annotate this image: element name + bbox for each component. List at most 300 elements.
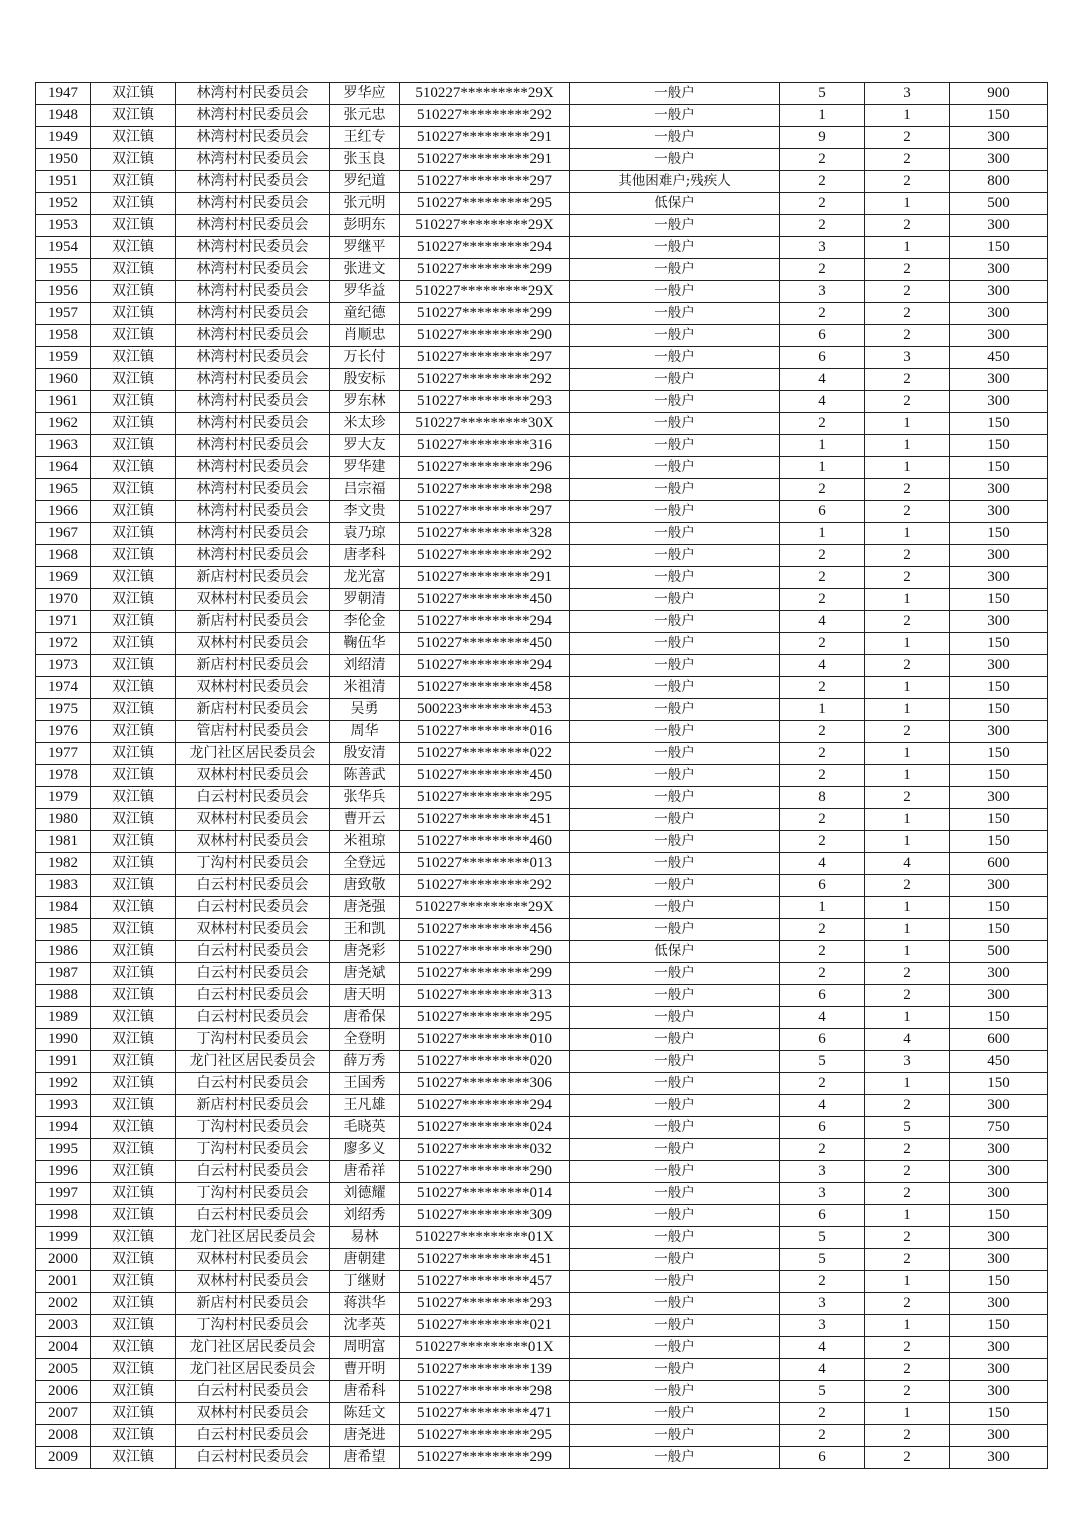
name-cell: 童纪德	[330, 303, 400, 325]
id-number-cell: 510227*********01X	[400, 1337, 570, 1359]
town-cell: 双江镇	[91, 743, 176, 765]
town-cell: 双江镇	[91, 1293, 176, 1315]
id-number-cell: 510227*********024	[400, 1117, 570, 1139]
name-cell: 罗继平	[330, 237, 400, 259]
amount-cell: 150	[950, 1007, 1048, 1029]
table-row	[36, 215, 1048, 237]
amount-cell: 300	[950, 545, 1048, 567]
name-cell: 彭明东	[330, 215, 400, 237]
count-cell: 2	[865, 1425, 950, 1447]
village-committee-cell: 龙门社区居民委员会	[176, 1051, 330, 1073]
household-type-cell: 一般户	[570, 1007, 780, 1029]
village-committee-cell: 新店村村民委员会	[176, 699, 330, 721]
family-size-cell: 2	[780, 941, 865, 963]
name-cell: 张元忠	[330, 105, 400, 127]
table-row	[36, 369, 1048, 391]
village-committee-cell: 林湾村村民委员会	[176, 259, 330, 281]
town-cell: 双江镇	[91, 1447, 176, 1469]
row-number: 2009	[36, 1447, 91, 1469]
id-number-cell: 510227*********295	[400, 787, 570, 809]
family-size-cell: 2	[780, 1073, 865, 1095]
id-number-cell: 510227*********297	[400, 501, 570, 523]
id-number-cell: 510227*********032	[400, 1139, 570, 1161]
town-cell: 双江镇	[91, 1161, 176, 1183]
village-committee-cell: 林湾村村民委员会	[176, 215, 330, 237]
id-number-cell: 510227*********299	[400, 303, 570, 325]
id-number-cell: 510227*********295	[400, 1425, 570, 1447]
family-size-cell: 2	[780, 831, 865, 853]
count-cell: 3	[865, 83, 950, 105]
count-cell: 1	[865, 765, 950, 787]
family-size-cell: 2	[780, 743, 865, 765]
village-committee-cell: 白云村村民委员会	[176, 1447, 330, 1469]
household-type-cell: 一般户	[570, 787, 780, 809]
id-number-cell: 510227*********295	[400, 1007, 570, 1029]
row-number: 2000	[36, 1249, 91, 1271]
family-size-cell: 4	[780, 611, 865, 633]
id-number-cell: 510227*********291	[400, 149, 570, 171]
family-size-cell: 2	[780, 303, 865, 325]
household-type-cell: 一般户	[570, 347, 780, 369]
town-cell: 双江镇	[91, 457, 176, 479]
count-cell: 2	[865, 479, 950, 501]
village-committee-cell: 林湾村村民委员会	[176, 457, 330, 479]
count-cell: 2	[865, 215, 950, 237]
table-row	[36, 567, 1048, 589]
name-cell: 袁乃琼	[330, 523, 400, 545]
count-cell: 4	[865, 853, 950, 875]
id-number-cell: 510227*********290	[400, 1161, 570, 1183]
household-type-cell: 一般户	[570, 325, 780, 347]
household-type-cell: 一般户	[570, 1029, 780, 1051]
household-type-cell: 一般户	[570, 809, 780, 831]
id-number-cell: 510227*********313	[400, 985, 570, 1007]
amount-cell: 300	[950, 1161, 1048, 1183]
amount-cell: 300	[950, 281, 1048, 303]
amount-cell: 300	[950, 1183, 1048, 1205]
name-cell: 曹开明	[330, 1359, 400, 1381]
village-committee-cell: 白云村村民委员会	[176, 1073, 330, 1095]
household-type-cell: 一般户	[570, 1315, 780, 1337]
amount-cell: 150	[950, 237, 1048, 259]
amount-cell: 300	[950, 1381, 1048, 1403]
family-size-cell: 5	[780, 1381, 865, 1403]
town-cell: 双江镇	[91, 193, 176, 215]
id-number-cell: 510227*********290	[400, 325, 570, 347]
household-type-cell: 一般户	[570, 259, 780, 281]
village-committee-cell: 白云村村民委员会	[176, 941, 330, 963]
village-committee-cell: 双林村村民委员会	[176, 589, 330, 611]
name-cell: 周明富	[330, 1337, 400, 1359]
household-type-cell: 一般户	[570, 633, 780, 655]
count-cell: 5	[865, 1117, 950, 1139]
table-row	[36, 655, 1048, 677]
id-number-cell: 510227*********020	[400, 1051, 570, 1073]
id-number-cell: 510227*********294	[400, 655, 570, 677]
row-number: 1951	[36, 171, 91, 193]
name-cell: 周华	[330, 721, 400, 743]
household-type-cell: 一般户	[570, 479, 780, 501]
village-committee-cell: 林湾村村民委员会	[176, 83, 330, 105]
amount-cell: 450	[950, 347, 1048, 369]
town-cell: 双江镇	[91, 369, 176, 391]
table-row	[36, 149, 1048, 171]
count-cell: 2	[865, 875, 950, 897]
count-cell: 4	[865, 1029, 950, 1051]
amount-cell: 300	[950, 391, 1048, 413]
village-committee-cell: 双林村村民委员会	[176, 809, 330, 831]
town-cell: 双江镇	[91, 1425, 176, 1447]
row-number: 1982	[36, 853, 91, 875]
household-type-cell: 一般户	[570, 765, 780, 787]
amount-cell: 150	[950, 1403, 1048, 1425]
table-row	[36, 1161, 1048, 1183]
row-number: 1958	[36, 325, 91, 347]
amount-cell: 300	[950, 259, 1048, 281]
family-size-cell: 4	[780, 1359, 865, 1381]
count-cell: 2	[865, 1161, 950, 1183]
name-cell: 毛晓英	[330, 1117, 400, 1139]
count-cell: 1	[865, 743, 950, 765]
amount-cell: 150	[950, 413, 1048, 435]
count-cell: 2	[865, 171, 950, 193]
id-number-cell: 510227*********30X	[400, 413, 570, 435]
table-row	[36, 1403, 1048, 1425]
id-number-cell: 510227*********29X	[400, 281, 570, 303]
amount-cell: 300	[950, 1095, 1048, 1117]
row-number: 1992	[36, 1073, 91, 1095]
row-number: 1989	[36, 1007, 91, 1029]
row-number: 1967	[36, 523, 91, 545]
table-row	[36, 875, 1048, 897]
amount-cell: 300	[950, 501, 1048, 523]
id-number-cell: 510227*********451	[400, 809, 570, 831]
village-committee-cell: 双林村村民委员会	[176, 1271, 330, 1293]
family-size-cell: 1	[780, 435, 865, 457]
name-cell: 唐希望	[330, 1447, 400, 1469]
id-number-cell: 510227*********292	[400, 369, 570, 391]
count-cell: 1	[865, 1315, 950, 1337]
amount-cell: 300	[950, 611, 1048, 633]
town-cell: 双江镇	[91, 237, 176, 259]
count-cell: 1	[865, 589, 950, 611]
town-cell: 双江镇	[91, 215, 176, 237]
id-number-cell: 510227*********450	[400, 633, 570, 655]
amount-cell: 600	[950, 853, 1048, 875]
village-committee-cell: 白云村村民委员会	[176, 1425, 330, 1447]
amount-cell: 150	[950, 743, 1048, 765]
name-cell: 米祖琼	[330, 831, 400, 853]
table-row	[36, 347, 1048, 369]
family-size-cell: 4	[780, 1337, 865, 1359]
town-cell: 双江镇	[91, 897, 176, 919]
name-cell: 全登远	[330, 853, 400, 875]
family-size-cell: 2	[780, 259, 865, 281]
name-cell: 唐希祥	[330, 1161, 400, 1183]
family-size-cell: 6	[780, 501, 865, 523]
count-cell: 1	[865, 523, 950, 545]
family-size-cell: 6	[780, 985, 865, 1007]
table-row	[36, 325, 1048, 347]
household-type-cell: 一般户	[570, 1139, 780, 1161]
count-cell: 2	[865, 281, 950, 303]
household-type-cell: 一般户	[570, 1447, 780, 1469]
household-type-cell: 一般户	[570, 589, 780, 611]
village-committee-cell: 林湾村村民委员会	[176, 105, 330, 127]
town-cell: 双江镇	[91, 1073, 176, 1095]
town-cell: 双江镇	[91, 1249, 176, 1271]
id-number-cell: 510227*********458	[400, 677, 570, 699]
id-number-cell: 510227*********460	[400, 831, 570, 853]
count-cell: 2	[865, 1095, 950, 1117]
table-row	[36, 303, 1048, 325]
name-cell: 罗纪道	[330, 171, 400, 193]
amount-cell: 300	[950, 149, 1048, 171]
family-size-cell: 2	[780, 215, 865, 237]
count-cell: 1	[865, 435, 950, 457]
table-row	[36, 1051, 1048, 1073]
row-number: 1959	[36, 347, 91, 369]
family-size-cell: 3	[780, 1161, 865, 1183]
table-row	[36, 1139, 1048, 1161]
name-cell: 唐致敬	[330, 875, 400, 897]
household-type-cell: 一般户	[570, 1293, 780, 1315]
village-committee-cell: 丁沟村村民委员会	[176, 1117, 330, 1139]
village-committee-cell: 新店村村民委员会	[176, 567, 330, 589]
id-number-cell: 510227*********01X	[400, 1227, 570, 1249]
name-cell: 鞠伍华	[330, 633, 400, 655]
count-cell: 2	[865, 963, 950, 985]
table-row	[36, 193, 1048, 215]
amount-cell: 750	[950, 1117, 1048, 1139]
table-row	[36, 963, 1048, 985]
count-cell: 1	[865, 633, 950, 655]
village-committee-cell: 林湾村村民委员会	[176, 413, 330, 435]
household-type-cell: 一般户	[570, 149, 780, 171]
town-cell: 双江镇	[91, 831, 176, 853]
count-cell: 1	[865, 831, 950, 853]
row-number: 1971	[36, 611, 91, 633]
name-cell: 张进文	[330, 259, 400, 281]
town-cell: 双江镇	[91, 875, 176, 897]
town-cell: 双江镇	[91, 787, 176, 809]
table-row	[36, 1337, 1048, 1359]
amount-cell: 300	[950, 1425, 1048, 1447]
id-number-cell: 510227*********306	[400, 1073, 570, 1095]
count-cell: 2	[865, 259, 950, 281]
town-cell: 双江镇	[91, 1359, 176, 1381]
id-number-cell: 510227*********309	[400, 1205, 570, 1227]
table-row	[36, 1315, 1048, 1337]
row-number: 1990	[36, 1029, 91, 1051]
row-number: 1985	[36, 919, 91, 941]
amount-cell: 900	[950, 83, 1048, 105]
count-cell: 2	[865, 545, 950, 567]
family-size-cell: 1	[780, 523, 865, 545]
family-size-cell: 4	[780, 369, 865, 391]
count-cell: 2	[865, 611, 950, 633]
id-number-cell: 510227*********297	[400, 347, 570, 369]
amount-cell: 150	[950, 589, 1048, 611]
family-size-cell: 2	[780, 193, 865, 215]
amount-cell: 300	[950, 567, 1048, 589]
household-type-cell: 一般户	[570, 677, 780, 699]
name-cell: 沈孝英	[330, 1315, 400, 1337]
row-number: 1954	[36, 237, 91, 259]
row-number: 1957	[36, 303, 91, 325]
town-cell: 双江镇	[91, 567, 176, 589]
family-size-cell: 2	[780, 545, 865, 567]
id-number-cell: 510227*********299	[400, 1447, 570, 1469]
count-cell: 1	[865, 413, 950, 435]
id-number-cell: 510227*********297	[400, 171, 570, 193]
row-number: 1973	[36, 655, 91, 677]
table-row	[36, 435, 1048, 457]
household-type-cell: 一般户	[570, 1227, 780, 1249]
family-size-cell: 3	[780, 237, 865, 259]
name-cell: 易林	[330, 1227, 400, 1249]
village-committee-cell: 双林村村民委员会	[176, 633, 330, 655]
household-type-cell: 一般户	[570, 831, 780, 853]
id-number-cell: 510227*********296	[400, 457, 570, 479]
count-cell: 2	[865, 1293, 950, 1315]
town-cell: 双江镇	[91, 501, 176, 523]
row-number: 1955	[36, 259, 91, 281]
name-cell: 王国秀	[330, 1073, 400, 1095]
amount-cell: 150	[950, 457, 1048, 479]
name-cell: 王红专	[330, 127, 400, 149]
town-cell: 双江镇	[91, 347, 176, 369]
village-committee-cell: 林湾村村民委员会	[176, 149, 330, 171]
village-committee-cell: 龙门社区居民委员会	[176, 1359, 330, 1381]
name-cell: 李文贵	[330, 501, 400, 523]
amount-cell: 450	[950, 1051, 1048, 1073]
amount-cell: 150	[950, 1315, 1048, 1337]
name-cell: 唐天明	[330, 985, 400, 1007]
table-row	[36, 1359, 1048, 1381]
table-row	[36, 809, 1048, 831]
id-number-cell: 510227*********29X	[400, 215, 570, 237]
household-type-cell: 一般户	[570, 215, 780, 237]
name-cell: 罗朝清	[330, 589, 400, 611]
id-number-cell: 510227*********293	[400, 391, 570, 413]
table-row	[36, 677, 1048, 699]
town-cell: 双江镇	[91, 721, 176, 743]
village-committee-cell: 双林村村民委员会	[176, 765, 330, 787]
family-size-cell: 5	[780, 1051, 865, 1073]
amount-cell: 300	[950, 963, 1048, 985]
id-number-cell: 510227*********010	[400, 1029, 570, 1051]
family-size-cell: 4	[780, 391, 865, 413]
count-cell: 1	[865, 193, 950, 215]
family-size-cell: 9	[780, 127, 865, 149]
household-type-cell: 一般户	[570, 83, 780, 105]
id-number-cell: 510227*********451	[400, 1249, 570, 1271]
name-cell: 龙光富	[330, 567, 400, 589]
name-cell: 万长付	[330, 347, 400, 369]
row-number: 1998	[36, 1205, 91, 1227]
id-number-cell: 510227*********295	[400, 193, 570, 215]
count-cell: 2	[865, 1337, 950, 1359]
name-cell: 殷安清	[330, 743, 400, 765]
table-row	[36, 1029, 1048, 1051]
id-number-cell: 510227*********457	[400, 1271, 570, 1293]
village-committee-cell: 龙门社区居民委员会	[176, 743, 330, 765]
count-cell: 2	[865, 1249, 950, 1271]
id-number-cell: 510227*********471	[400, 1403, 570, 1425]
table-row	[36, 1271, 1048, 1293]
id-number-cell: 510227*********292	[400, 105, 570, 127]
household-type-cell: 一般户	[570, 1403, 780, 1425]
town-cell: 双江镇	[91, 1337, 176, 1359]
village-committee-cell: 龙门社区居民委员会	[176, 1227, 330, 1249]
amount-cell: 300	[950, 325, 1048, 347]
table-row	[36, 831, 1048, 853]
name-cell: 唐孝科	[330, 545, 400, 567]
family-size-cell: 3	[780, 281, 865, 303]
town-cell: 双江镇	[91, 699, 176, 721]
row-number: 1986	[36, 941, 91, 963]
table-row	[36, 611, 1048, 633]
town-cell: 双江镇	[91, 1271, 176, 1293]
data-table-container	[35, 82, 1047, 1469]
village-committee-cell: 林湾村村民委员会	[176, 545, 330, 567]
row-number: 1977	[36, 743, 91, 765]
household-type-cell: 一般户	[570, 721, 780, 743]
town-cell: 双江镇	[91, 149, 176, 171]
village-committee-cell: 林湾村村民委员会	[176, 435, 330, 457]
amount-cell: 600	[950, 1029, 1048, 1051]
row-number: 1991	[36, 1051, 91, 1073]
amount-cell: 150	[950, 633, 1048, 655]
family-size-cell: 2	[780, 919, 865, 941]
name-cell: 张玉良	[330, 149, 400, 171]
household-type-cell: 一般户	[570, 1117, 780, 1139]
amount-cell: 150	[950, 105, 1048, 127]
town-cell: 双江镇	[91, 611, 176, 633]
table-row	[36, 1227, 1048, 1249]
town-cell: 双江镇	[91, 941, 176, 963]
village-committee-cell: 双林村村民委员会	[176, 919, 330, 941]
town-cell: 双江镇	[91, 523, 176, 545]
town-cell: 双江镇	[91, 919, 176, 941]
village-committee-cell: 白云村村民委员会	[176, 1161, 330, 1183]
name-cell: 薛万秀	[330, 1051, 400, 1073]
table-row	[36, 919, 1048, 941]
row-number: 1999	[36, 1227, 91, 1249]
name-cell: 蒋洪华	[330, 1293, 400, 1315]
town-cell: 双江镇	[91, 655, 176, 677]
count-cell: 2	[865, 567, 950, 589]
count-cell: 1	[865, 105, 950, 127]
id-number-cell: 510227*********298	[400, 479, 570, 501]
table-row	[36, 523, 1048, 545]
family-size-cell: 2	[780, 479, 865, 501]
household-type-cell: 低保户	[570, 941, 780, 963]
id-number-cell: 510227*********299	[400, 963, 570, 985]
name-cell: 陈善武	[330, 765, 400, 787]
amount-cell: 300	[950, 127, 1048, 149]
family-size-cell: 6	[780, 1117, 865, 1139]
row-number: 2001	[36, 1271, 91, 1293]
family-size-cell: 2	[780, 809, 865, 831]
household-type-cell: 一般户	[570, 369, 780, 391]
row-number: 1987	[36, 963, 91, 985]
id-number-cell: 510227*********014	[400, 1183, 570, 1205]
household-type-cell: 一般户	[570, 1249, 780, 1271]
amount-cell: 150	[950, 523, 1048, 545]
town-cell: 双江镇	[91, 127, 176, 149]
